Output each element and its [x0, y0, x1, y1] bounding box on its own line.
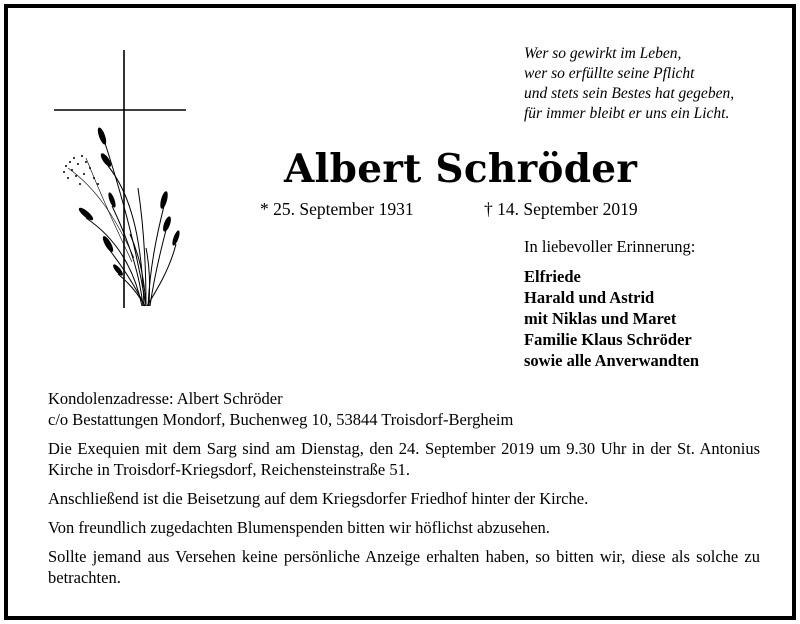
funeral-details — [48, 388, 760, 596]
mourners-block — [524, 236, 699, 371]
address-line: Kondolenzadresse: Albert Schröder — [48, 389, 283, 408]
cross-with-wheat-icon — [46, 48, 196, 310]
poem-line: für immer bleibt er uns ein Licht. — [524, 105, 730, 122]
deceased-name: Albert Schröder — [284, 146, 638, 192]
address-line: c/o Bestattungen Mondorf, Buchenweg 10, 53844 Troisdorf-Bergheim — [48, 410, 514, 429]
details-paragraph: Von freundlich zugedachten Blumenspenden bitten wir höflichst abzusehen. — [48, 518, 550, 537]
poem — [524, 44, 774, 124]
mourning-intro: In liebevoller Erinnerung: — [524, 237, 696, 256]
details-paragraph: Sollte jemand aus Versehen keine persönliche Anzeige erhalten haben, so bitten wir, diese als solche zu betrachten. — [48, 547, 760, 587]
mourner: mit Niklas und Maret — [524, 309, 677, 328]
details-paragraph: Anschließend ist die Beisetzung auf dem Kriegsdorfer Friedhof hinter der Kirche. — [48, 489, 589, 508]
poem-line: und stets sein Bestes hat gegeben, — [524, 85, 735, 102]
death-date: † 14. September 2019 — [484, 199, 638, 219]
birth-date: * 25. September 1931 — [260, 199, 414, 219]
obituary-card — [4, 4, 796, 620]
poem-line: wer so erfüllte seine Pflicht — [524, 65, 695, 82]
mourner: Elfriede — [524, 267, 581, 286]
details-paragraph: Die Exequien mit dem Sarg sind am Dienstag, den 24. September 2019 um 9.30 Uhr in der St. Antonius Kirche in Troisdorf-Kriegsdorf, Reichensteinstraße 51. — [48, 439, 760, 479]
mourner: Familie Klaus Schröder — [524, 330, 692, 349]
mourner: sowie alle Anverwandten — [524, 351, 700, 370]
mourner: Harald und Astrid — [524, 288, 655, 307]
condolence-address — [48, 388, 760, 430]
poem-line: Wer so gewirkt im Leben, — [524, 45, 682, 62]
